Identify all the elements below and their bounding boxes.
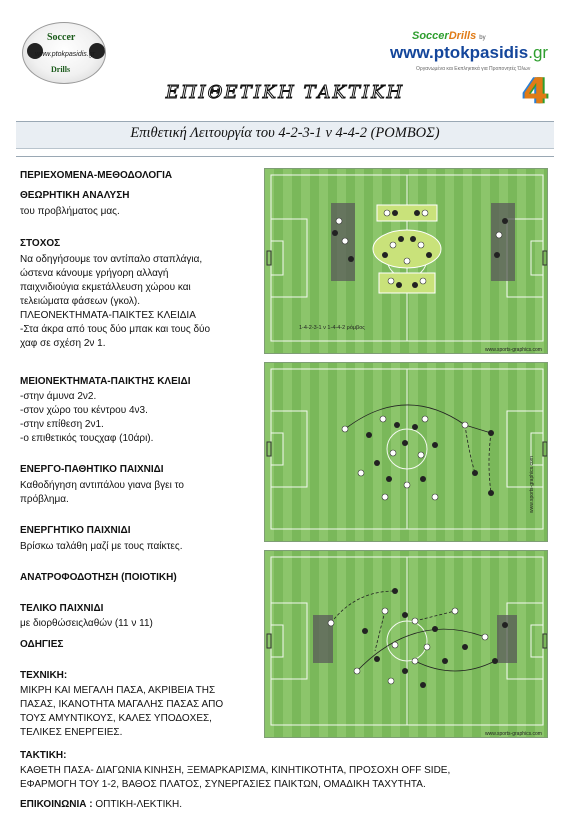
technique-heading: ΤΕΧΝΙΚΗ:: [20, 670, 68, 681]
advantages-text: -Στα άκρα από τους δύο μπακ και τους δύο: [20, 324, 211, 335]
active-play-text: πρόβλημα.: [20, 494, 69, 505]
diagram-credit: www.sports-graphics.com: [529, 456, 535, 513]
tactics-text: ΕΦΑΡΜΟΓΗ ΤΟΥ 1-2, ΒΑΘΟΣ ΠΛΑΤΟΣ, ΣΥΝΕΡΓΑΣΙΕΣ ΠΑΙΚΤΩΝ, ΟΜΑΔΙΚΗ ΤΑΧΥΤΗΤΑ.: [20, 779, 426, 790]
disadvantages-text: -ο επιθετικός τουςχαφ (10άρι).: [20, 433, 154, 444]
pitch-svg-2: [265, 363, 548, 542]
logo-text: Soccer: [47, 32, 76, 43]
feedback-heading: ΑΝΑΤΡΟΦΟΔΟΤΗΣΗ (ΠΟΙΟΤΙΚΗ): [20, 572, 177, 583]
active-play-heading: ΕΝΕΡΓΟ-ΠΑΘΗΤΙΚΟ ΠΑΙΧΝΙΔΙ: [20, 464, 164, 475]
advantages-heading: ΠΛΕΟΝΕΚΤΗΜΑΤΑ-ΠΑΙΚΤΕΣ ΚΛΕΙΔΙΑ: [20, 310, 196, 321]
disadvantages-heading: ΜΕΙΟΝΕΚΤΗΜΑΤΑ-ΠΑΙΚΤΗΣ ΚΛΕΙΔΙ: [20, 376, 191, 387]
brand-number: 4: [522, 71, 548, 112]
brand-tagline: Οργανωμένα και Εκπληκτικά για Προπονητές Όλων: [416, 66, 531, 72]
goal-text: Να οδηγήσουμε τον αντίπαλο σταπλάγια,: [20, 254, 203, 265]
wing-zone-right: [497, 615, 517, 663]
technique-text: ΜΙΚΡΗ ΚΑΙ ΜΕΓΑΛΗ ΠΑΣΑ, ΑΚΡΙΒΕΙΑ ΤΗΣ: [20, 685, 216, 696]
diagram-credit: www.sports-graphics.com: [485, 347, 542, 353]
disadvantages-text: -στην επίθεση 2ν1.: [20, 419, 104, 430]
technique-text: ΤΟΥΣ ΑΜΥΝΤΙΚΟΥΣ, ΚΑΛΕΣ ΥΠΟΔΟΧΕΣ,: [20, 713, 212, 724]
energetic-play-heading: ΕΝΕΡΓΗΤΙΚΟ ΠΑΙΧΝΙΔΙ: [20, 525, 131, 536]
goal-text: παιχνιδιούγια εκμετάλλευση χώρου και: [20, 282, 191, 293]
communication-text: ΟΠΤΙΚΗ-ΛΕΚΤΙΚΗ.: [92, 799, 183, 810]
contents-heading: ΠΕΡΙΕΧΟΜΕΝΑ-ΜΕΘΟΔΟΛΟΓΙΑ: [20, 170, 173, 181]
logo-url: www.ptokpasidis.gr: [35, 51, 95, 58]
disadvantages-text: -στον χώρο του κέντρου 4ν3.: [20, 405, 148, 416]
goal-text: τελειώματα φάσεων (γκολ).: [20, 296, 140, 307]
tactics-heading: ΤΑΚΤΙΚΗ:: [20, 750, 67, 761]
zone-bottom: [379, 273, 435, 293]
diagram-credit: www.sports-graphics.com: [485, 731, 542, 737]
theory-heading: ΘΕΩΡΗΤΙΚΗ ΑΝΑΛΥΣΗ: [20, 190, 130, 201]
disadvantages-text: -στην άμυνα 2ν2.: [20, 391, 97, 402]
page-subtitle: Επιθετική Λειτουργία του 4-2-3-1 ν 4-4-2 (ΡΟΜΒΟΣ): [130, 125, 440, 141]
tactics-diagram-2: [264, 362, 548, 542]
communication-line: [20, 798, 560, 812]
theory-text: του προβλήματος μας.: [20, 206, 120, 217]
technique-text: ΠΑΣΑΣ, ΙΚΑΝΟΤΗΤΑ ΜΑΓΑΛΗΣ ΠΑΣΑΣ ΑΠΟ: [20, 699, 224, 710]
brand-url: www.ptokpasidis.gr: [390, 43, 549, 62]
final-game-text: με διορθώσειςλαθών (11 ν 11): [20, 618, 153, 629]
technique-text: ΤΕΛΙΚΕΣ ΕΝΕΡΓΕΙΕΣ.: [20, 727, 123, 738]
active-play-text: Καθοδήγηση αντιπάλου γιανα βγει το: [20, 480, 184, 491]
pitch-svg-3: [265, 551, 548, 738]
tactics-diagram-3: [264, 550, 548, 738]
diagram-caption: 1-4-2-3-1 ν 1-4-4-2 ρόμβος: [299, 325, 365, 331]
tactics-text: ΚΑΘΕΤΗ ΠΑΣΑ- ΔΙΑΓΩΝΙΑ ΚΙΝΗΣΗ, ΞΕΜΑΡΚΑΡΙΣΜΑ, ΚΙΝΗΤΙΚΟΤΗΤΑ, ΠΡΟΣΟΧΗ OFF SIDE,: [20, 765, 451, 776]
energetic-play-text: Βρίσκω ταλάθη μαζί με τους παίκτες.: [20, 541, 183, 552]
divider: [16, 156, 554, 157]
pitch-svg-1: [265, 169, 548, 354]
brand-name: SoccerDrills by: [412, 30, 486, 42]
communication-heading: ΕΠΙΚΟΙΝΩΝΙΑ :: [20, 799, 93, 810]
page-title: ΕΠΙΘΕΤΙΚΗ ΤΑΚΤΙΚΗ: [165, 82, 405, 103]
advantages-text: χαφ σε σχέση 2ν 1.: [20, 338, 106, 349]
instructions-heading: ΟΔΗΓΙΕΣ: [20, 639, 64, 650]
goal-heading: ΣΤΟΧΟΣ: [20, 238, 61, 249]
logo-text: Drills: [51, 65, 71, 74]
site-logo-left: [22, 22, 106, 84]
tactics-diagram-1: [264, 168, 548, 354]
goal-text: ώστενα κάνουμε γρήγορη αλλαγή: [20, 268, 169, 279]
wing-zone-right: [491, 203, 515, 281]
final-game-heading: ΤΕΛΙΚΟ ΠΑΙΧΝΙΔΙ: [20, 603, 104, 614]
